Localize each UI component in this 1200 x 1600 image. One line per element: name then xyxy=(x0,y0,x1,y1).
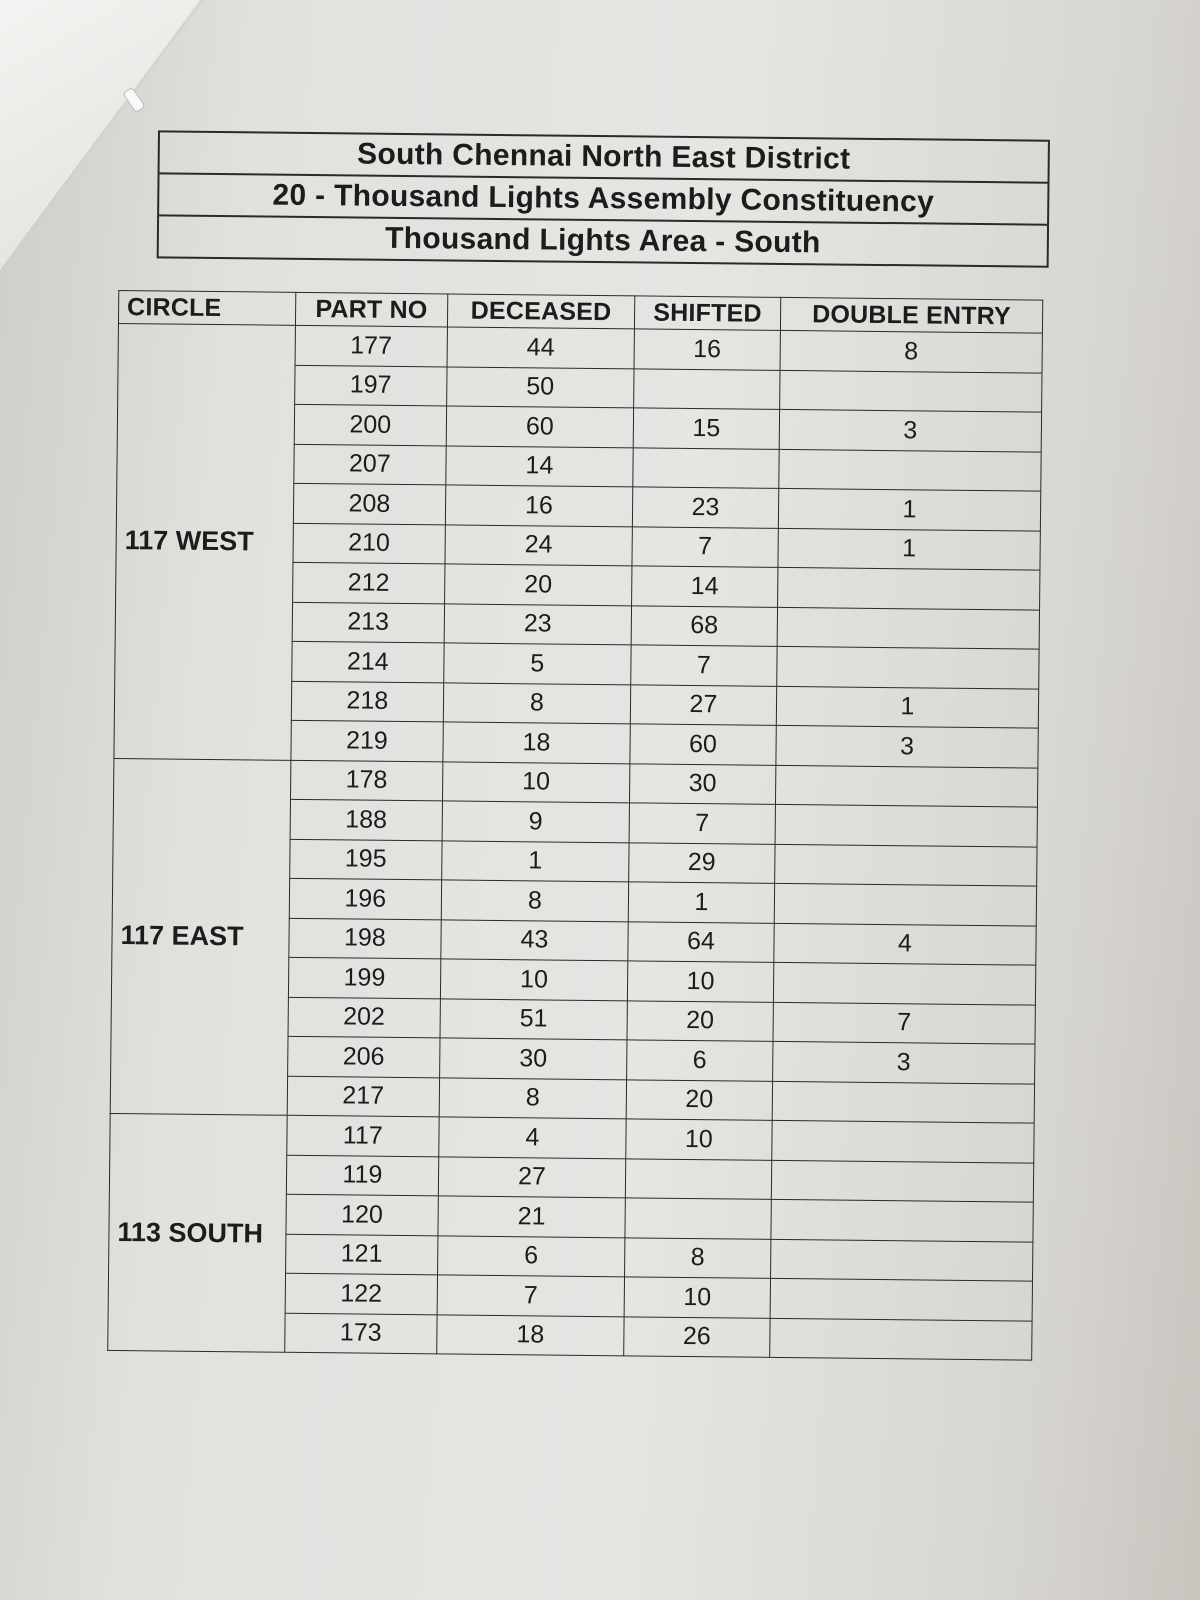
shifted-cell: 64 xyxy=(628,921,774,962)
column-header-deceased: DECEASED xyxy=(447,294,634,329)
table-row xyxy=(110,1113,1034,1162)
shifted-cell: 20 xyxy=(626,1079,772,1120)
double-entry-cell xyxy=(772,1081,1035,1123)
double-entry-cell xyxy=(770,1318,1033,1360)
part-no-cell: 173 xyxy=(284,1313,437,1354)
double-entry-cell xyxy=(772,1120,1035,1162)
part-no-cell: 218 xyxy=(291,681,444,722)
shifted-cell: 27 xyxy=(630,684,776,725)
shifted-cell: 7 xyxy=(632,526,778,567)
double-entry-cell: 8 xyxy=(780,330,1043,372)
document-header xyxy=(157,130,1050,267)
shifted-cell: 10 xyxy=(624,1277,770,1318)
shifted-cell: 60 xyxy=(630,724,776,765)
part-no-cell: 188 xyxy=(290,799,443,840)
double-entry-cell: 7 xyxy=(773,1002,1036,1044)
double-entry-cell xyxy=(771,1160,1034,1202)
double-entry-cell xyxy=(777,567,1040,609)
part-no-cell: 202 xyxy=(288,997,441,1038)
part-no-cell: 117 xyxy=(287,1115,440,1156)
double-entry-cell: 3 xyxy=(779,409,1042,451)
table-row xyxy=(114,758,1038,807)
deceased-cell: 60 xyxy=(446,406,633,447)
double-entry-cell xyxy=(774,883,1037,925)
shifted-cell: 29 xyxy=(629,842,775,883)
double-entry-cell xyxy=(779,449,1042,491)
double-entry-cell: 1 xyxy=(776,686,1039,728)
table-body xyxy=(108,323,1043,1360)
part-no-cell: 212 xyxy=(292,562,445,603)
shifted-cell: 68 xyxy=(631,605,777,646)
double-entry-cell: 1 xyxy=(778,488,1041,530)
deceased-cell: 8 xyxy=(443,682,630,723)
deceased-cell: 4 xyxy=(439,1117,626,1158)
part-no-cell: 178 xyxy=(290,760,443,801)
part-no-cell: 197 xyxy=(294,365,447,406)
column-header-part-no: PART NO xyxy=(295,292,447,327)
deceased-cell: 7 xyxy=(437,1275,624,1316)
shifted-cell: 30 xyxy=(629,763,775,804)
double-entry-cell xyxy=(770,1278,1033,1320)
part-no-cell: 214 xyxy=(292,641,445,682)
part-no-cell: 217 xyxy=(287,1076,440,1117)
circle-cell: 113 SOUTH xyxy=(108,1113,287,1352)
part-no-cell: 122 xyxy=(285,1273,438,1314)
part-no-cell: 198 xyxy=(289,918,442,959)
shifted-cell: 10 xyxy=(627,961,773,1002)
shifted-cell: 8 xyxy=(624,1237,770,1278)
voter-deletion-table xyxy=(107,290,1043,1361)
deceased-cell: 6 xyxy=(437,1235,624,1276)
shifted-cell: 7 xyxy=(631,645,777,686)
double-entry-cell xyxy=(777,646,1040,688)
deceased-cell: 5 xyxy=(444,643,631,684)
double-entry-cell: 3 xyxy=(776,725,1039,767)
document xyxy=(107,130,1050,1361)
deceased-cell: 10 xyxy=(440,959,627,1000)
circle-cell: 117 EAST xyxy=(110,758,290,1115)
part-no-cell: 200 xyxy=(294,404,447,445)
double-entry-cell xyxy=(775,844,1038,886)
district-title: South Chennai North East District xyxy=(160,132,1048,183)
column-header-shifted: SHIFTED xyxy=(634,296,780,331)
shifted-cell: 1 xyxy=(628,882,774,923)
part-no-cell: 210 xyxy=(293,523,446,564)
double-entry-cell xyxy=(771,1199,1034,1241)
shifted-cell: 14 xyxy=(631,566,777,607)
deceased-cell: 20 xyxy=(444,564,631,605)
double-entry-cell: 1 xyxy=(778,528,1041,570)
deceased-cell: 27 xyxy=(438,1156,625,1197)
shifted-cell: 16 xyxy=(634,329,780,370)
part-no-cell: 213 xyxy=(292,602,445,643)
double-entry-cell xyxy=(770,1239,1033,1281)
part-no-cell: 206 xyxy=(287,1036,440,1077)
deceased-cell: 9 xyxy=(442,801,629,842)
part-no-cell: 177 xyxy=(295,325,448,366)
part-no-cell: 195 xyxy=(289,839,442,880)
deceased-cell: 21 xyxy=(438,1196,625,1237)
shifted-cell: 15 xyxy=(633,408,779,449)
shifted-cell xyxy=(625,1198,771,1239)
deceased-cell: 50 xyxy=(447,366,634,407)
part-no-cell: 208 xyxy=(293,483,446,524)
deceased-cell: 14 xyxy=(446,445,633,486)
part-no-cell: 120 xyxy=(286,1194,439,1235)
shifted-cell: 23 xyxy=(632,487,778,528)
deceased-cell: 1 xyxy=(442,840,629,881)
double-entry-cell xyxy=(779,370,1042,412)
shifted-cell xyxy=(634,368,780,409)
deceased-cell: 8 xyxy=(441,880,628,921)
deceased-cell: 16 xyxy=(445,485,632,526)
deceased-cell: 30 xyxy=(439,1038,626,1079)
deceased-cell: 44 xyxy=(447,327,634,368)
part-no-cell: 199 xyxy=(288,957,441,998)
part-no-cell: 121 xyxy=(285,1234,438,1275)
deceased-cell: 43 xyxy=(441,919,628,960)
constituency-title: 20 - Thousand Lights Assembly Constituency xyxy=(159,174,1047,225)
part-no-cell: 196 xyxy=(289,878,442,919)
deceased-cell: 10 xyxy=(442,761,629,802)
part-no-cell: 207 xyxy=(294,444,447,485)
deceased-cell: 18 xyxy=(443,722,630,763)
part-no-cell: 219 xyxy=(291,720,444,761)
shifted-cell: 7 xyxy=(629,803,775,844)
deceased-cell: 23 xyxy=(444,603,631,644)
double-entry-cell: 4 xyxy=(774,923,1037,965)
table-row xyxy=(118,323,1042,372)
shifted-cell: 26 xyxy=(624,1316,770,1357)
shifted-cell xyxy=(625,1158,771,1199)
shifted-cell: 10 xyxy=(626,1119,772,1160)
shifted-cell: 20 xyxy=(627,1000,773,1041)
double-entry-cell: 3 xyxy=(772,1041,1035,1083)
column-header-double-entry: DOUBLE ENTRY xyxy=(780,297,1042,333)
double-entry-cell xyxy=(773,962,1036,1004)
part-no-cell: 119 xyxy=(286,1155,439,1196)
double-entry-cell xyxy=(775,804,1038,846)
deceased-cell: 24 xyxy=(445,524,632,565)
shifted-cell xyxy=(633,447,779,488)
deceased-cell: 18 xyxy=(437,1314,624,1355)
column-header-circle: CIRCLE xyxy=(118,290,295,325)
deceased-cell: 8 xyxy=(439,1077,626,1118)
shifted-cell: 6 xyxy=(627,1040,773,1081)
double-entry-cell xyxy=(775,765,1038,807)
circle-cell: 117 WEST xyxy=(114,323,295,759)
deceased-cell: 51 xyxy=(440,998,627,1039)
area-title: Thousand Lights Area - South xyxy=(384,221,821,260)
double-entry-cell xyxy=(777,607,1040,649)
